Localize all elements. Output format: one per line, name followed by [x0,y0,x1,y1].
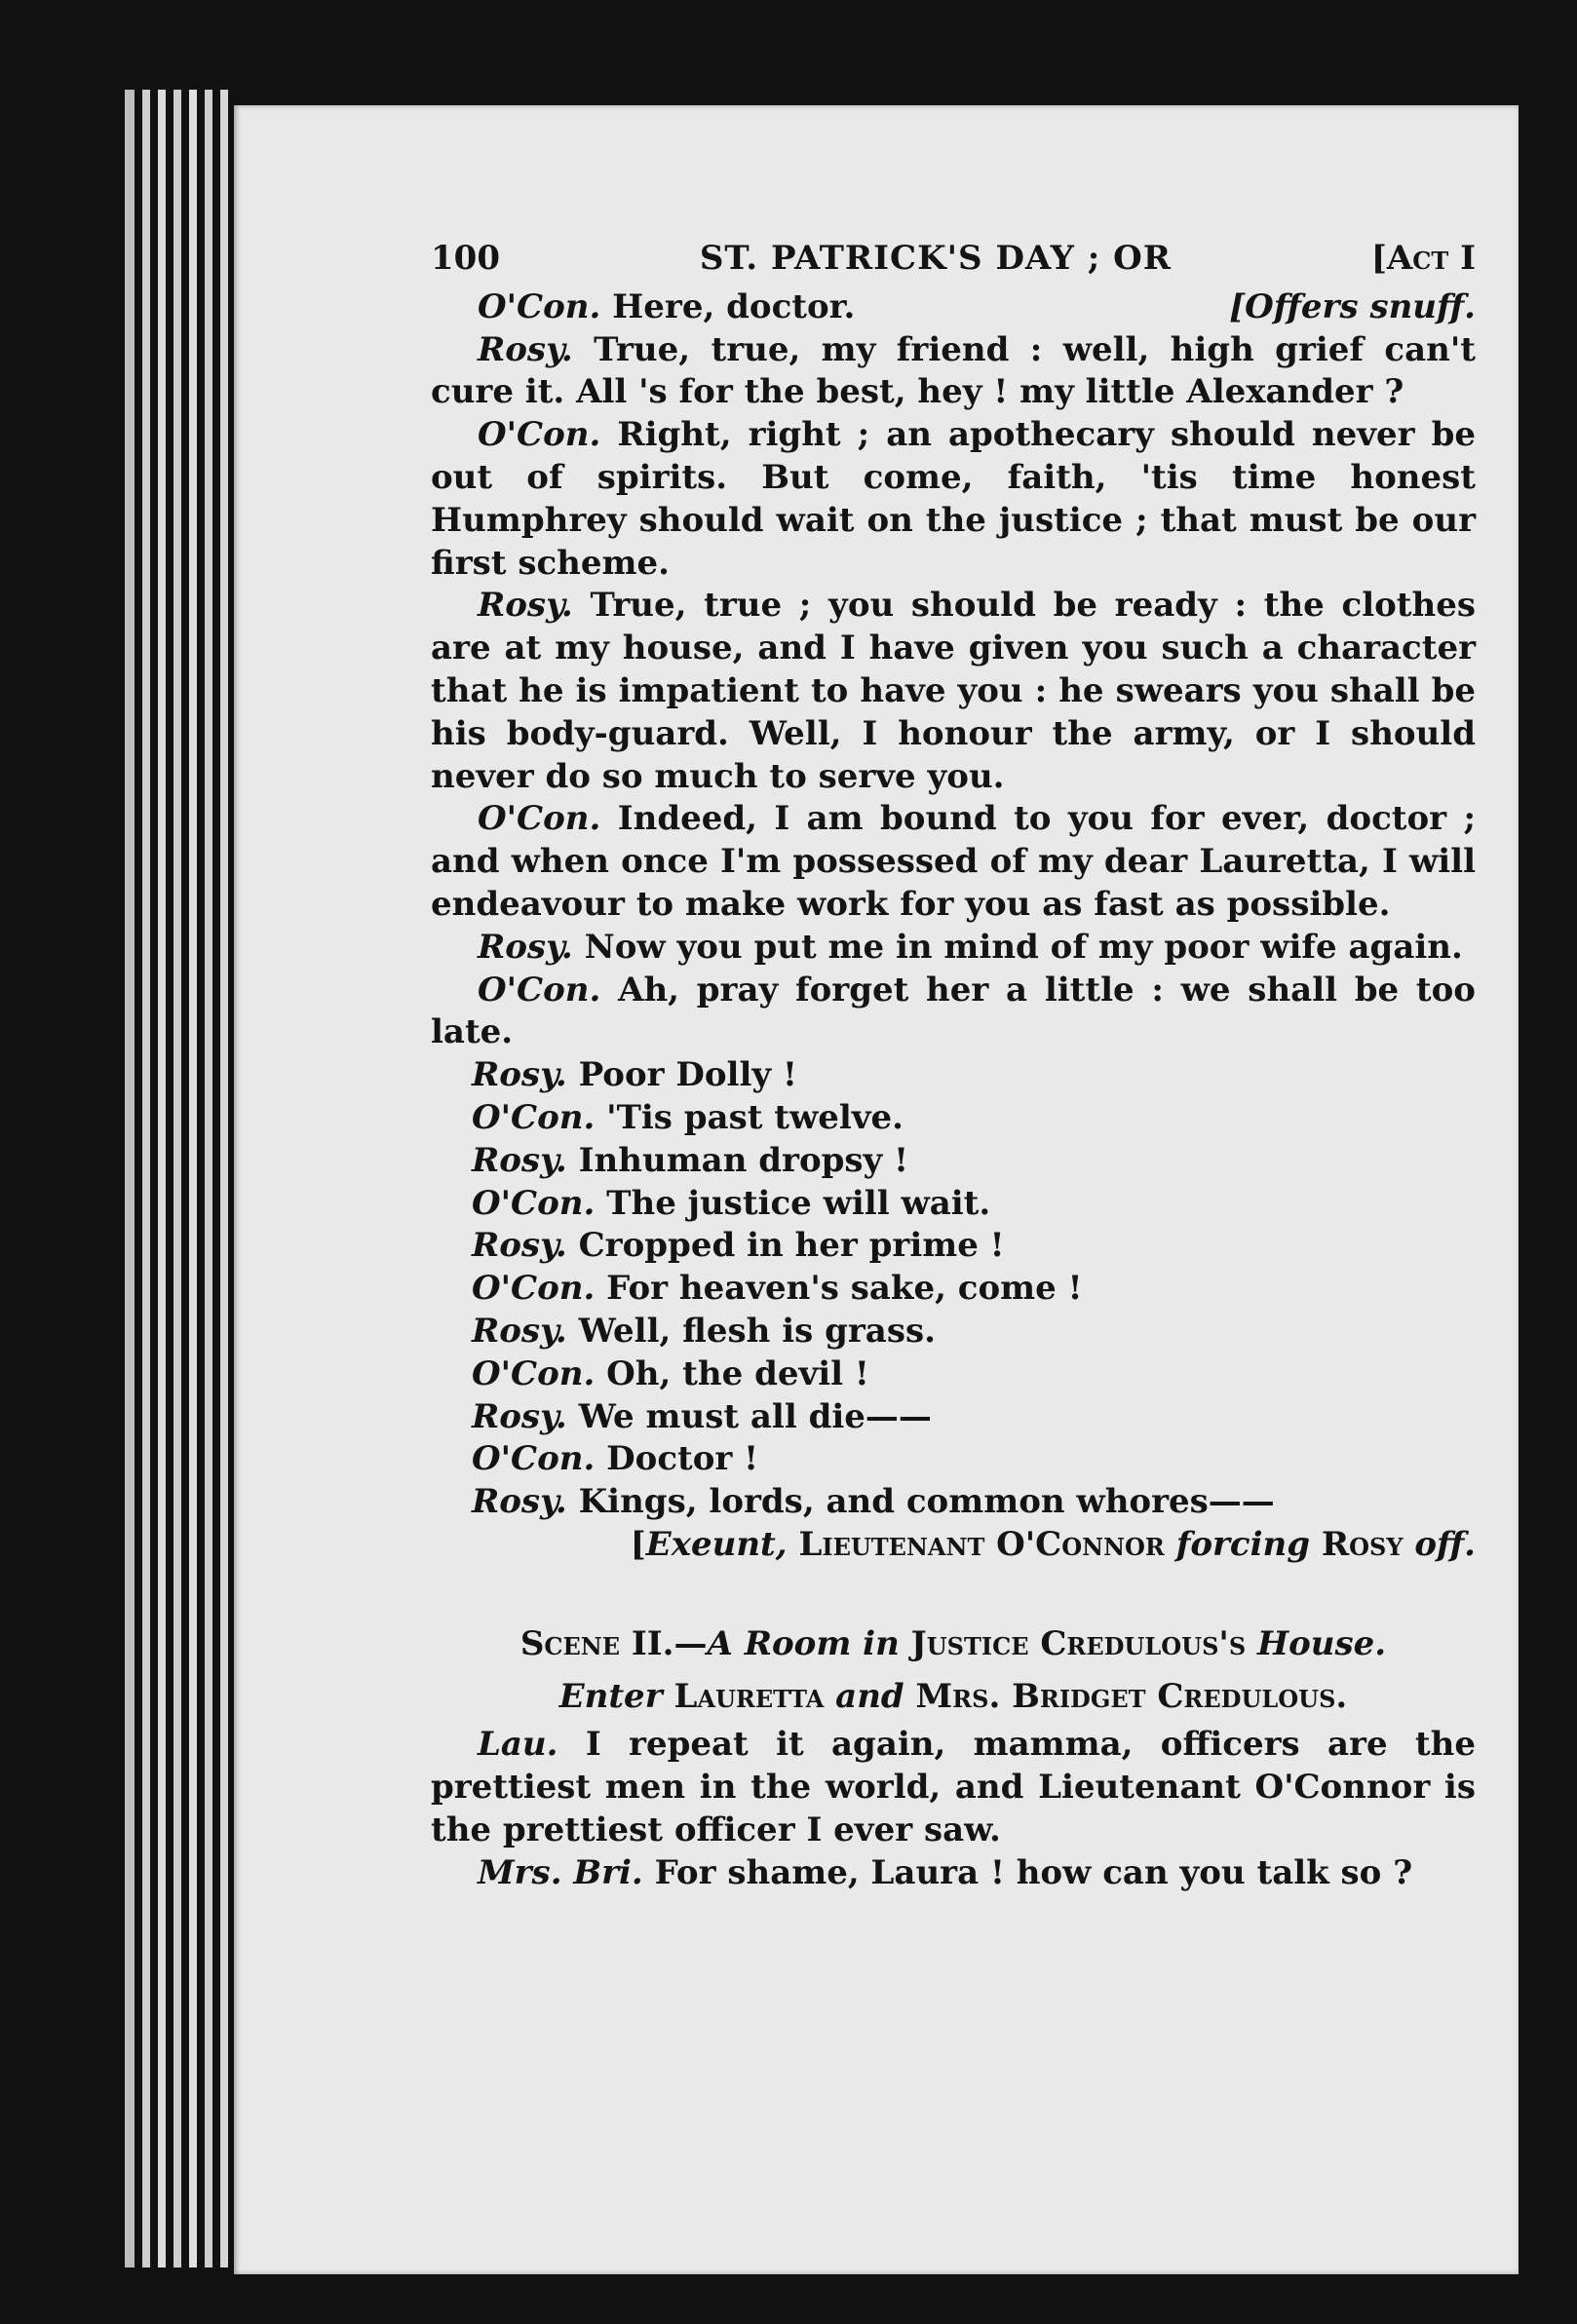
bracket: [ [630,1524,646,1564]
speech: Cropped in her prime ! [578,1226,1005,1266]
dialogue-line [431,329,1476,415]
speaker: O'Con. [472,1439,596,1479]
speech: Well, flesh is grass. [578,1311,936,1351]
speaker: Rosy. [478,586,573,626]
dialogue-line [431,1724,1476,1851]
running-title: ST. PATRICK'S DAY ; OR [699,239,1172,278]
dialogue-line [431,1268,1476,1311]
running-header [431,238,1476,281]
speaker: O'Con. [472,1097,596,1137]
speaker: O'Con. [472,1183,596,1223]
character-name: Mrs. Bridget Credulous. [915,1676,1348,1716]
exeunt: Exeunt, [645,1524,788,1564]
speech: Right, right ; an apothecary should never be out of spirits. But come, faith, 'tis time honest Humphrey should wait on the justice ; that must be our first scheme. [431,415,1476,583]
speaker: Rosy. [478,927,573,967]
character-name: Lieutenant O'Connor [798,1524,1165,1564]
speaker: O'Con. [472,1353,596,1393]
dialogue-line [431,1353,1476,1396]
speech: For heaven's sake, come ! [606,1269,1083,1309]
speaker: O'Con. [478,286,601,326]
speaker: Rosy. [478,329,573,369]
scene-location: House. [1257,1623,1387,1663]
act-marker: [Act I [1370,239,1476,278]
dialogue-line [431,798,1476,926]
book-page [234,105,1519,2274]
dialogue-line [431,1438,1476,1481]
page-number: 100 [431,239,500,278]
dialogue-line [431,286,1476,329]
speaker: Rosy. [472,1140,567,1180]
stage-direction: [Offers snuff. [1229,286,1476,326]
dialogue-line [431,1852,1476,1895]
page-text [431,238,1476,1894]
direction-word: off. [1414,1524,1476,1564]
speaker: Lau. [478,1725,558,1765]
dialogue-line [431,1183,1476,1226]
speech: For shame, Laura ! how can you talk so ? [654,1852,1413,1892]
dialogue-line [431,1311,1476,1353]
dialogue-line [431,1097,1476,1140]
speech: Now you put me in mind of my poor wife again. [584,927,1463,967]
speaker: Mrs. Bri. [478,1852,643,1892]
character-name: Justice Credulous's [910,1623,1247,1663]
speech: 'Tis past twelve. [606,1097,904,1137]
dialogue-line [431,927,1476,970]
speech: The justice will wait. [606,1183,991,1223]
speech: Poor Dolly ! [578,1055,797,1095]
dash: — [673,1623,708,1663]
dialogue-line [431,1140,1476,1183]
dialogue-line [431,970,1476,1055]
speaker: Rosy. [472,1396,567,1436]
dialogue-line [431,1396,1476,1439]
enter-direction [431,1676,1476,1719]
scene-heading [431,1623,1476,1666]
speech: Here, doctor. [612,286,856,326]
scene-number: Scene II. [519,1623,674,1663]
speech: We must all die—— [578,1396,932,1436]
dialogue-line [431,1054,1476,1097]
speaker: Rosy. [472,1311,567,1351]
speech: True, true, my friend : well, high grief can't cure it. All 's for the best, hey ! my little Alexander ? [431,329,1476,412]
speech: Ah, pray forget her a little : we shall be too late. [431,970,1476,1052]
speech: Indeed, I am bound to you for ever, doctor ; and when once I'm possessed of my dear Lauretta, I will endeavour to make work for you as fast as possible. [431,799,1476,924]
speaker: Rosy. [472,1226,567,1266]
speaker: Rosy. [472,1055,567,1095]
speech: True, true ; you should be ready : the clothes are at my house, and I have given you such a character that he is impatient to have you : he swears you shall be his body-guard. Well, I honour the army, or I should never do so much to serve you. [431,586,1476,796]
dialogue-line [431,1225,1476,1268]
character-name: Lauretta [673,1676,825,1716]
character-name: Rosy [1321,1524,1404,1564]
speech: Oh, the devil ! [606,1353,869,1393]
speech: Kings, lords, and common whores—— [578,1482,1275,1522]
direction-word: and [835,1676,904,1716]
direction-word: Enter [558,1676,663,1716]
exit-direction [431,1524,1476,1567]
speaker: O'Con. [478,970,601,1010]
dialogue-line [431,414,1476,585]
direction-word: forcing [1175,1524,1311,1564]
speaker: O'Con. [478,415,601,455]
speaker: O'Con. [478,799,601,839]
speaker: Rosy. [472,1482,567,1522]
speech: Inhuman dropsy ! [578,1140,909,1180]
dialogue-line [431,1481,1476,1524]
scene-location: A Room in [707,1623,900,1663]
speech: I repeat it again, mamma, officers are the prettiest men in the world, and Lieutenant O'Connor is the prettiest officer I ever saw. [431,1725,1476,1849]
speaker: O'Con. [472,1269,596,1309]
speech: Doctor ! [606,1439,759,1479]
dialogue-line [431,585,1476,798]
